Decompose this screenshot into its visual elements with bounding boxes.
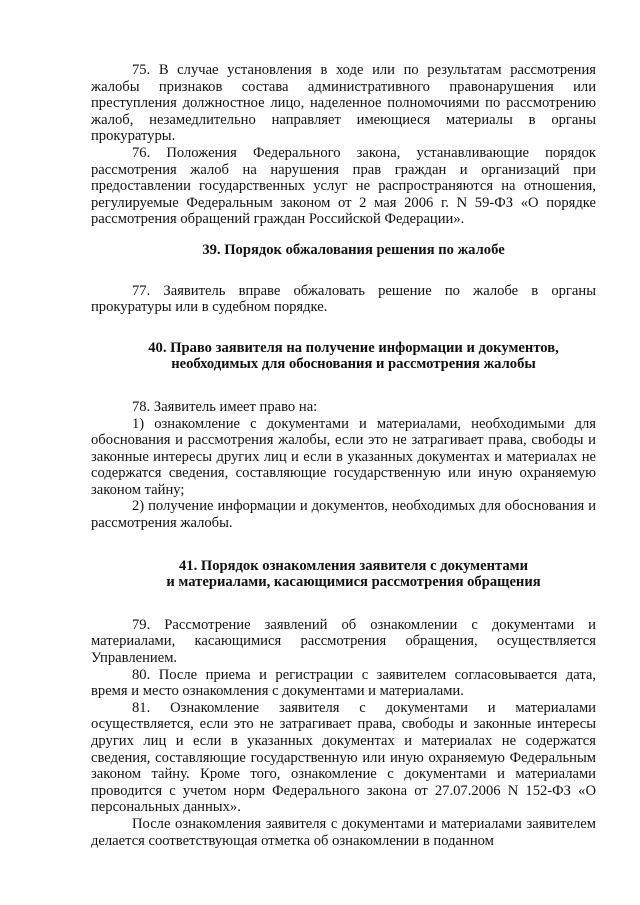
paragraph-81: 81. Ознакомление заявителя с документами и материалами осуществляется, если это не затрагивает права, свободы и законные интересы других лиц и если в указанных документах и материалах не содержатся сведения, составляющие государственную или иную охраняемую Федеральным законом тайну. Кроме того, ознакомление с документами и материалами проводится с учетом норм Федерального закона от 27.07.2006 N 152-ФЗ «О персональных данных». <box>91 699 596 816</box>
section-heading-39: 39. Порядок обжалования решения по жалобе <box>202 241 505 258</box>
paragraph-77: 77. Заявитель вправе обжаловать решение по жалобе в органы прокуратуры или в судебном порядке. <box>91 282 596 316</box>
paragraph-78: 78. Заявитель имеет право на: <box>132 398 318 415</box>
section-heading-41-line1: 41. Порядок ознакомления заявителя с документами <box>178 557 528 574</box>
paragraph-79: 79. Рассмотрение заявлений об ознакомлении с документами и материалами, касающимися рассмотрения обращения, осуществляется Управлением. <box>91 616 596 667</box>
paragraph-76: 76. Положения Федерального закона, устанавливающие порядок рассмотрения жалоб на нарушения прав граждан и организаций при предоставлении государственных услуг не распространяются на отношения, регулируемые Федеральным законом от 2 мая 2006 г. N 59-ФЗ «О порядке рассмотрения обращений граждан Российской Федерации». <box>91 144 596 228</box>
paragraph-82: После ознакомления заявителя с документами и материалами заявителем делается соответствующая отметка об ознакомлении в поданном <box>91 815 596 849</box>
paragraph-78-item-1: 1) ознакомление с документами и материалами, необходимыми для обоснования и рассмотрения жалобы, если это не затрагивает права, свободы и законные интересы других лиц и если в указанных документах и материалах не содержатся сведения, составляющие государственную или иную охраняемую законом тайну; <box>91 415 596 498</box>
section-heading-40-line2: необходимых для обоснования и рассмотрения жалобы <box>171 356 536 373</box>
paragraph-75: 75. В случае установления в ходе или по результатам рассмотрения жалобы признаков состава административного правонарушения или преступления должностное лицо, наделенное полномочиями по рассмотрению жалоб, незамедлительно направляет имеющиеся материалы в органы прокуратуры. <box>91 62 596 145</box>
paragraph-80: 80. После приема и регистрации с заявителем согласовывается дата, время и место ознакомления с документами и материалами. <box>91 666 596 700</box>
paragraph-78-item-2: 2) получение информации и документов, необходимых для обоснования и рассмотрения жалобы. <box>91 498 596 532</box>
section-heading-40-line1: 40. Право заявителя на получение информации и документов, <box>148 339 559 356</box>
section-heading-41-line2: и материалами, касающимися рассмотрения обращения <box>166 574 541 591</box>
